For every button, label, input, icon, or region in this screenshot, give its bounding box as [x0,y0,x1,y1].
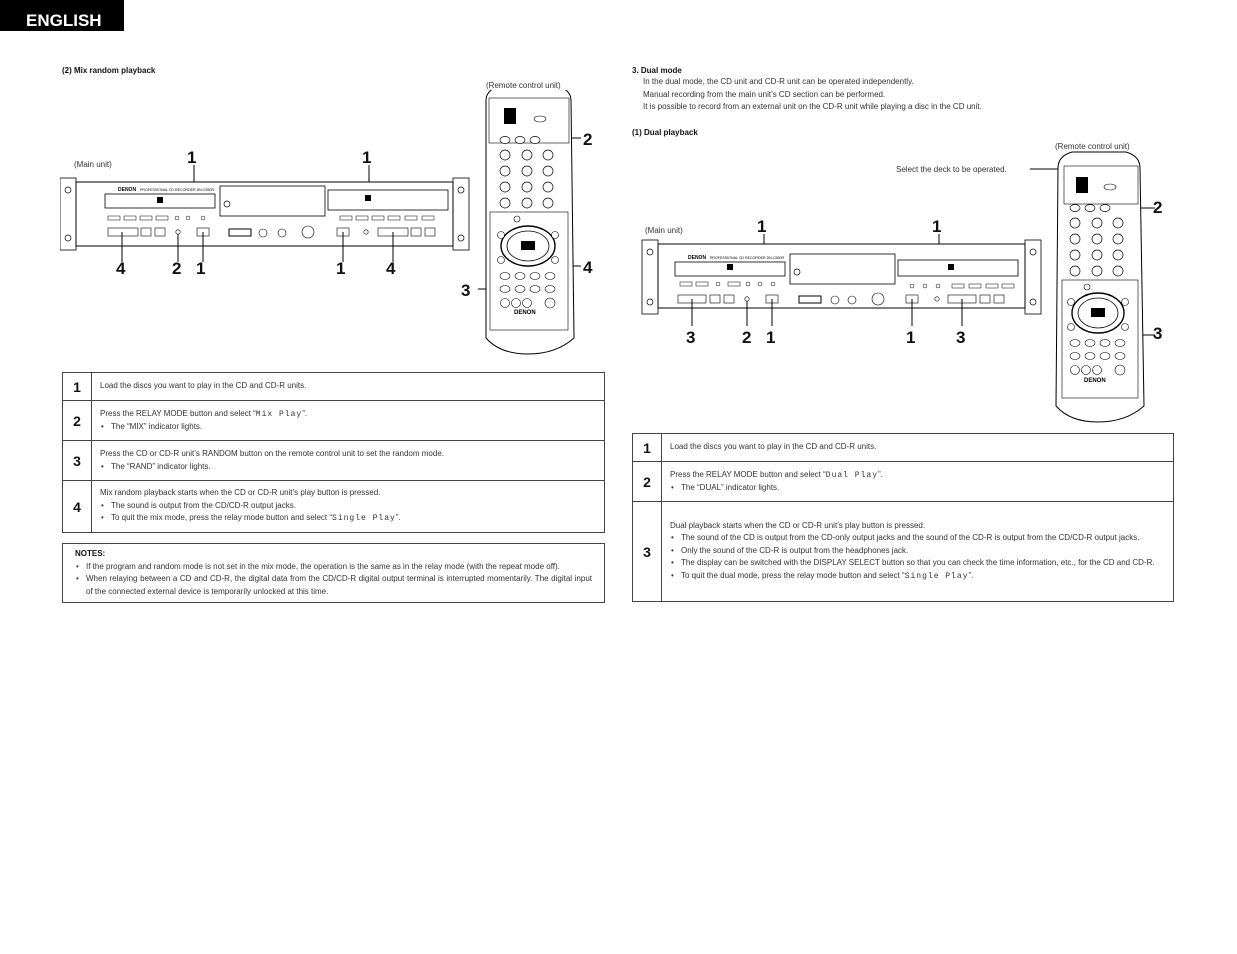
note-item: • If the program and random mode is not set in the mix mode, the operation is the same as in the relay mode (with the repeat mode off). [75,561,592,574]
callout-bottom-2: 2 [742,328,752,347]
section-title-dual-mode: 3. Dual mode [632,66,682,75]
callout-bottom-5: 3 [956,328,966,347]
step-number: 3 [633,502,662,602]
remote-caption-left: (Remote control unit) [486,81,561,90]
step-text [92,401,605,441]
select-deck-caption: Select the deck to be operated. [896,165,1007,174]
step-text: Load the discs you want to play in the CD and CD-R units. [92,373,605,401]
note-item: • When relaying between a CD and CD-R, the digital data from the CD/CD-R digital output terminal is interrupted momentarily. The digital input of the connected external device is temporarily unlocked at this time. [75,573,592,598]
step-number: 4 [63,481,92,533]
svg-text:DENON: DENON [1084,378,1106,384]
callout-bottom-1: 4 [116,259,126,278]
callout-bottom-3: 1 [766,328,776,347]
callout-top-1: 1 [187,148,197,167]
bullet-text: To quit the dual mode, press the relay mode button and select “ [681,570,905,580]
section-heading-mix-random: (2) Mix random playback [62,66,156,75]
bullet-item: • The “RAND” indicator lights. [100,461,596,474]
svg-text:DENON: DENON [688,255,707,261]
step-text-main: Press the RELAY MODE button and select “ [100,408,256,418]
main-unit-illustration-right [640,216,1060,356]
callout-bottom-5: 4 [386,259,396,278]
language-tab: ENGLISH [0,0,124,31]
callout-bottom-4: 1 [336,259,346,278]
step-text: Load the discs you want to play in the CD and CD-R units. [662,434,1174,462]
callout-bottom-1: 3 [686,328,696,347]
intro-line: It is possible to record from an external unit on the CD-R unit while playing a disc in the CD unit. [643,102,982,111]
step-number: 3 [63,441,92,481]
remote-callout-1: 2 [583,130,593,149]
step-text [92,441,605,481]
display-text: Single Play [332,514,396,524]
device-model: PROFESSIONAL CD RECORDER DN-C550R [140,188,215,192]
intro-line: Manual recording from the main unit’s CD section can be performed. [643,89,886,99]
step-text [92,481,605,533]
steps-table-right [632,433,1174,602]
bullet-tail: ”. [968,570,974,580]
remote-callout-3: 3 [461,281,471,300]
step-row [63,481,605,533]
bullet-item: • The sound of the CD is output from the CD-only output jacks and the sound of the CD-R is output from the CD/CD-R output jacks. [670,532,1165,545]
bullet-item: • The “DUAL” indicator lights. [670,482,1165,495]
step-row [63,373,605,401]
steps-table-left [62,372,605,533]
notes-title: NOTES: [75,549,106,558]
callout-bottom-3: 1 [196,259,206,278]
main-unit-caption-left: (Main unit) [74,160,112,169]
step-row [63,401,605,441]
callout-top-2: 1 [932,217,942,236]
bullet-item: • The display can be switched with the DISPLAY SELECT button so that you can check the time information, etc., for the CD and CD-R. [670,557,1165,570]
bullet-item [100,512,596,526]
step-text [662,462,1174,502]
callout-bottom-2: 2 [172,259,182,278]
step-number: 1 [633,434,662,462]
bullet-tail: ”. [395,513,401,523]
callout-top-1: 1 [757,217,767,236]
remote-callout-1: 2 [1153,198,1163,217]
bullet-item: • The “MIX” indicator lights. [100,421,596,434]
device-brand: DENON [118,187,137,193]
step-row [633,434,1174,462]
step-text-tail: ”. [878,469,883,479]
display-text: Mix Play [255,409,303,419]
step-row [633,462,1174,502]
step-text-main: Dual playback starts when the CD or CD-R unit’s play button is pressed. [670,520,926,530]
step-text-tail: ”. [302,408,308,418]
bullet-item [670,570,1165,584]
bullet-item: • Only the sound of the CD-R is output from the headphones jack. [670,545,1165,558]
step-number: 1 [63,373,92,401]
remote-callout-2: 4 [583,258,593,277]
display-text: Dual Play [825,470,878,480]
step-text-main: Mix random playback starts when the CD or CD-R unit’s play button is pressed. [100,488,381,498]
step-text [662,502,1174,602]
svg-text:DENON: DENON [514,310,536,316]
step-number: 2 [63,401,92,441]
step-row [63,441,605,481]
remote-control-illustration-right [1030,150,1180,425]
intro-paragraph [643,76,982,114]
display-text: Single Play [904,571,969,581]
notes-box [62,543,605,603]
intro-line: In the dual mode, the CD unit and CD-R unit can be operated independently. [643,77,914,86]
remote-callout-2: 3 [1153,324,1163,343]
main-unit-caption-right: (Main unit) [645,226,683,235]
svg-text:PROFESSIONAL CD RECORDER DN-C5: PROFESSIONAL CD RECORDER DN-C550R [710,256,785,260]
step-text-main: Press the CD or CD-R unit’s RANDOM button on the remote control unit to set the random mode. [100,449,444,458]
step-row [633,502,1174,602]
bullet-text: To quit the mix mode, press the relay mode button and select “ [111,513,333,523]
step-number: 2 [633,462,662,502]
section-heading-dual-playback: (1) Dual playback [632,128,698,137]
callout-bottom-4: 1 [906,328,916,347]
callout-top-2: 1 [362,148,372,167]
remote-caption-right: (Remote control unit) [1055,142,1130,151]
step-text-main: Press the RELAY MODE button and select “ [670,469,826,479]
bullet-item: • The sound is output from the CD/CD-R output jacks. [100,500,596,513]
